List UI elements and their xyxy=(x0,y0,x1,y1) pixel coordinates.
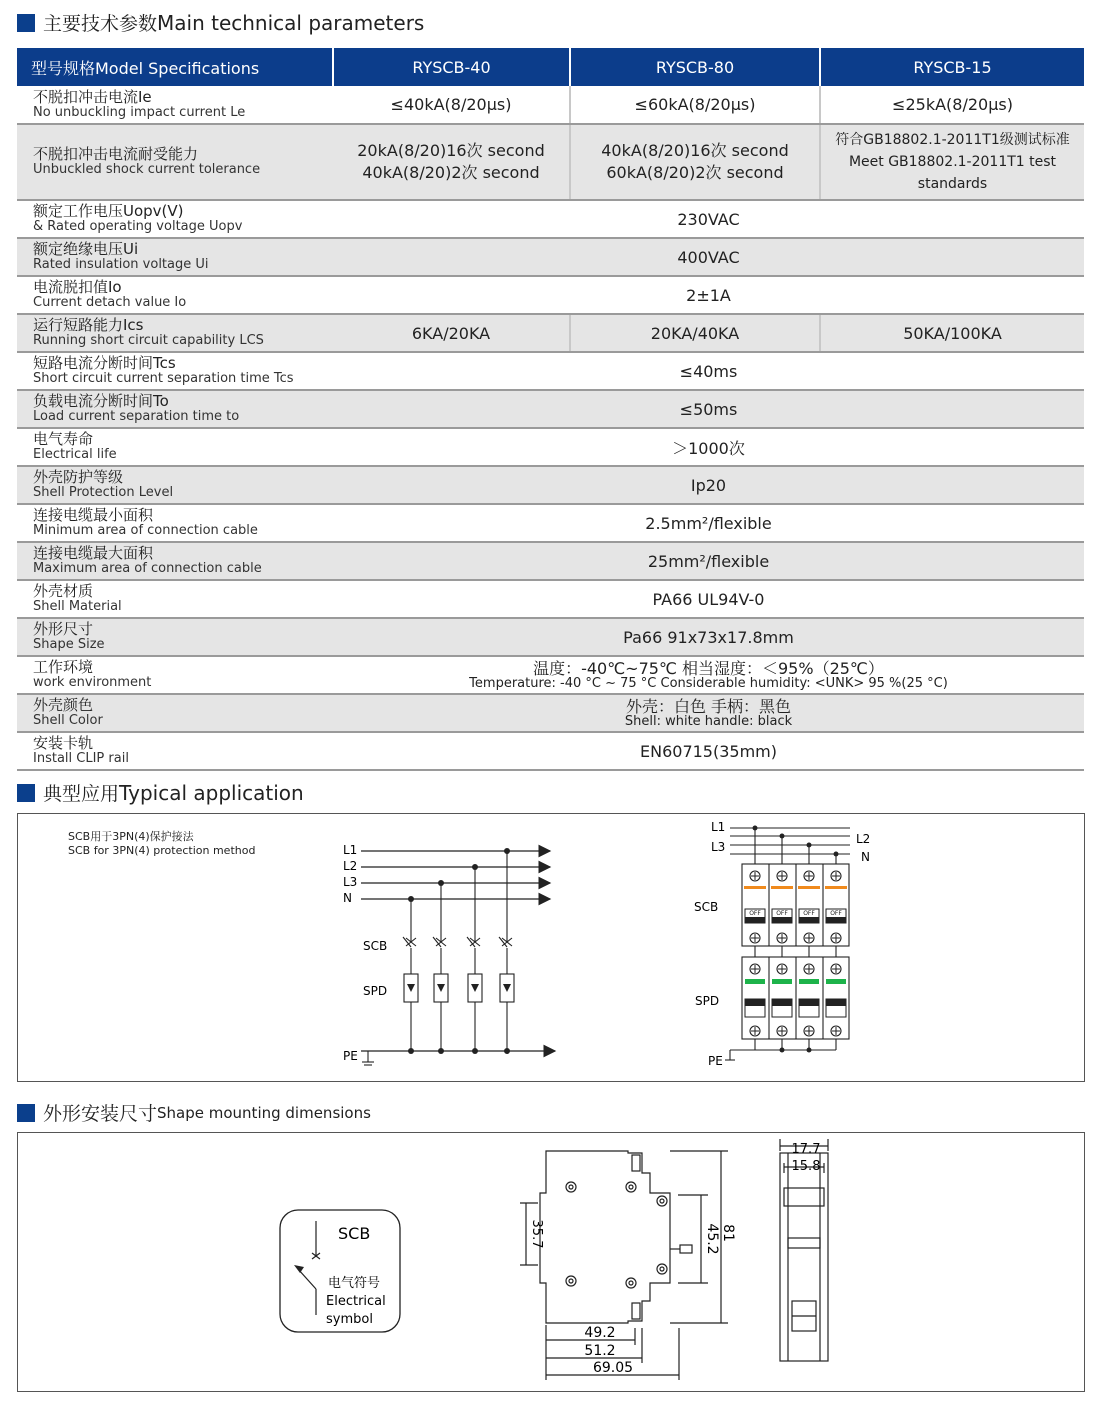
header-label: 型号规格Model Specifications xyxy=(17,48,333,86)
right-scb-label: SCB xyxy=(694,900,719,914)
cell-value: 230VAC xyxy=(333,200,1084,238)
cell-value: 400VAC xyxy=(333,238,1084,276)
cell-value: ≤25kA(8/20μs) xyxy=(820,86,1084,124)
cell-value: 25mm²/flexible xyxy=(333,542,1084,580)
cell-value: Ip20 xyxy=(333,466,1084,504)
scb-orange-strip xyxy=(798,886,820,889)
section-title-en: Main technical parameters xyxy=(157,10,425,35)
row-label: 短路电流分断时间Tcs Short circuit current separation time Tcs xyxy=(17,352,333,390)
row-label: 安装卡轨 Install CLIP rail xyxy=(17,732,333,770)
row-label: 连接电缆最小面积 Minimum area of connection cable xyxy=(17,504,333,542)
spd-window-top xyxy=(799,999,819,1006)
cell-value: ≤60kA(8/20μs) xyxy=(570,86,820,124)
table-row xyxy=(17,238,1084,276)
cell-value: 40kA(8/20)16次 second 60kA(8/20)2次 second xyxy=(570,124,820,200)
row-label: 负载电流分断时间To Load current separation time to xyxy=(17,390,333,428)
spd-green-indicator xyxy=(799,979,819,984)
table-row xyxy=(17,694,1084,732)
symbol-cn: 电气符号 xyxy=(328,1276,381,1291)
right-line-l3: L3 xyxy=(711,840,726,854)
table-row xyxy=(17,200,1084,238)
scb-switch-handle xyxy=(745,917,765,923)
cell-value: ≤40ms xyxy=(333,352,1084,390)
row-label: 外壳颜色 Shell Color xyxy=(17,694,333,732)
row-label: 不脱扣冲击电流耐受能力 Unbuckled shock current tolerance xyxy=(17,124,333,200)
model-col-1: RYSCB-40 xyxy=(333,48,570,86)
row-label: 电气寿命 Electrical life xyxy=(17,428,333,466)
section-title-parameters xyxy=(17,9,424,36)
scb-orange-strip xyxy=(825,886,847,889)
spd-green-indicator xyxy=(745,979,765,984)
scb-switch-handle xyxy=(799,917,819,923)
right-pe-label: PE xyxy=(708,1054,723,1068)
row-label: 外壳防护等级 Shell Protection Level xyxy=(17,466,333,504)
cell-value: ≤40kA(8/20μs) xyxy=(333,86,570,124)
row-label: 不脱扣冲击电流Ie No unbuckling impact current Le xyxy=(17,86,333,124)
table-row xyxy=(17,314,1084,352)
table-row xyxy=(17,732,1084,770)
dim-51-2: 51.2 xyxy=(584,1343,616,1359)
section-marker-icon xyxy=(17,784,35,802)
cell-value: Pa66 91x73x17.8mm xyxy=(333,618,1084,656)
table-row xyxy=(17,428,1084,466)
line-label-n: N xyxy=(343,891,352,905)
table-row xyxy=(17,124,1084,200)
section-title-cn: 主要技术参数 xyxy=(43,13,158,35)
table-header-row xyxy=(17,48,1084,86)
wiring-diagram xyxy=(18,814,1084,1081)
table-row xyxy=(17,466,1084,504)
cell-value: 外壳：白色 手柄：黑色 Shell: white handle: black xyxy=(333,694,1084,732)
dim-81: 81 xyxy=(720,1224,736,1242)
row-label: 连接电缆最大面积 Maximum area of connection cable xyxy=(17,542,333,580)
cell-value: 50KA/100KA xyxy=(820,314,1084,352)
section-title-en: Typical application xyxy=(119,780,304,805)
dim-69-05: 69.05 xyxy=(592,1360,634,1376)
spd-green-indicator xyxy=(772,979,792,984)
spd-window-top xyxy=(826,999,846,1006)
right-line-l2: L2 xyxy=(856,832,871,846)
off-label: OFF xyxy=(803,910,815,917)
right-spd-label: SPD xyxy=(695,994,720,1008)
cell-value: 2±1A xyxy=(333,276,1084,314)
off-label: OFF xyxy=(776,910,788,917)
section-title-application xyxy=(17,779,304,806)
model-col-3: RYSCB-15 xyxy=(820,48,1084,86)
section-title-en: Shape mounting dimensions xyxy=(157,1103,371,1122)
line-label-l2: L2 xyxy=(343,859,358,873)
dim-35-7: 35.7 xyxy=(529,1219,544,1249)
table-row xyxy=(17,352,1084,390)
spd-window-top xyxy=(772,999,792,1006)
row-label: 外壳材质 Shell Material xyxy=(17,580,333,618)
row-label: 外形尺寸 Shape Size xyxy=(17,618,333,656)
cell-value: PA66 UL94V-0 xyxy=(333,580,1084,618)
section-marker-icon xyxy=(17,14,35,32)
symbol-en-1: Electrical xyxy=(326,1294,386,1309)
right-line-n: N xyxy=(861,850,870,864)
table-row xyxy=(17,618,1084,656)
dimension-drawing xyxy=(18,1133,1084,1391)
line-label-l1: L1 xyxy=(343,843,358,857)
cell-value: 20KA/40KA xyxy=(570,314,820,352)
cell-value: 温度：-40℃~75℃ 相当湿度：＜95%（25℃） Temperature: -40 °C ~ 75 °C Considerable humidity: <UNK> 95 %(25 °C) xyxy=(333,656,1084,694)
cell-value: 符合GB18802.1-2011T1级测试标准 Meet GB18802.1-2011T1 test standards xyxy=(820,124,1084,200)
cell-value: ＞1000次 xyxy=(333,428,1084,466)
table-row xyxy=(17,656,1084,694)
cell-value: 20kA(8/20)16次 second 40kA(8/20)2次 second xyxy=(333,124,570,200)
model-col-2: RYSCB-80 xyxy=(570,48,820,86)
application-diagram-box xyxy=(17,813,1085,1082)
scb-orange-strip xyxy=(771,886,793,889)
row-label: 电流脱扣值Io Current detach value Io xyxy=(17,276,333,314)
spec-table xyxy=(17,48,1084,771)
row-label: 额定绝缘电压Ui Rated insulation voltage Ui xyxy=(17,238,333,276)
spd-green-indicator xyxy=(826,979,846,984)
spd-window-top xyxy=(745,999,765,1006)
symbol-en-2: symbol xyxy=(326,1312,373,1327)
dimension-drawing-box xyxy=(17,1132,1085,1392)
cell-value: EN60715(35mm) xyxy=(333,732,1084,770)
scb-switch-handle xyxy=(772,917,792,923)
dim-17-7: 17.7 xyxy=(791,1142,821,1157)
table-row xyxy=(17,542,1084,580)
line-label-l3: L3 xyxy=(343,875,358,889)
section-marker-icon xyxy=(17,1104,35,1122)
symbol-title: SCB xyxy=(338,1224,371,1243)
right-line-l1: L1 xyxy=(711,820,726,834)
cell-value: 6KA/20KA xyxy=(333,314,570,352)
row-label: 额定工作电压Uopv(V) & Rated operating voltage Uopv xyxy=(17,200,333,238)
table-row xyxy=(17,580,1084,618)
cell-value: ≤50ms xyxy=(333,390,1084,428)
table-row xyxy=(17,86,1084,124)
pe-label: PE xyxy=(343,1049,358,1063)
section-title-dimensions xyxy=(17,1099,371,1126)
application-note: SCB用于3PN(4)保护接法 SCB for 3PN(4) protection method xyxy=(68,830,256,857)
spd-label: SPD xyxy=(363,984,388,998)
dim-45-2: 45.2 xyxy=(704,1223,720,1255)
section-title-cn: 典型应用 xyxy=(43,783,120,805)
section-title-cn: 外形安装尺寸 xyxy=(43,1103,158,1125)
dim-15-8: 15.8 xyxy=(791,1159,821,1174)
off-label: OFF xyxy=(749,910,761,917)
row-label: 运行短路能力Ics Running short circuit capability LCS xyxy=(17,314,333,352)
dim-49-2: 49.2 xyxy=(584,1325,616,1341)
off-label: OFF xyxy=(830,910,842,917)
scb-orange-strip xyxy=(744,886,766,889)
scb-label: SCB xyxy=(363,939,388,953)
table-row xyxy=(17,504,1084,542)
table-row xyxy=(17,276,1084,314)
row-label: 工作环境 work environment xyxy=(17,656,333,694)
table-row xyxy=(17,390,1084,428)
cell-value: 2.5mm²/flexible xyxy=(333,504,1084,542)
scb-switch-handle xyxy=(826,917,846,923)
